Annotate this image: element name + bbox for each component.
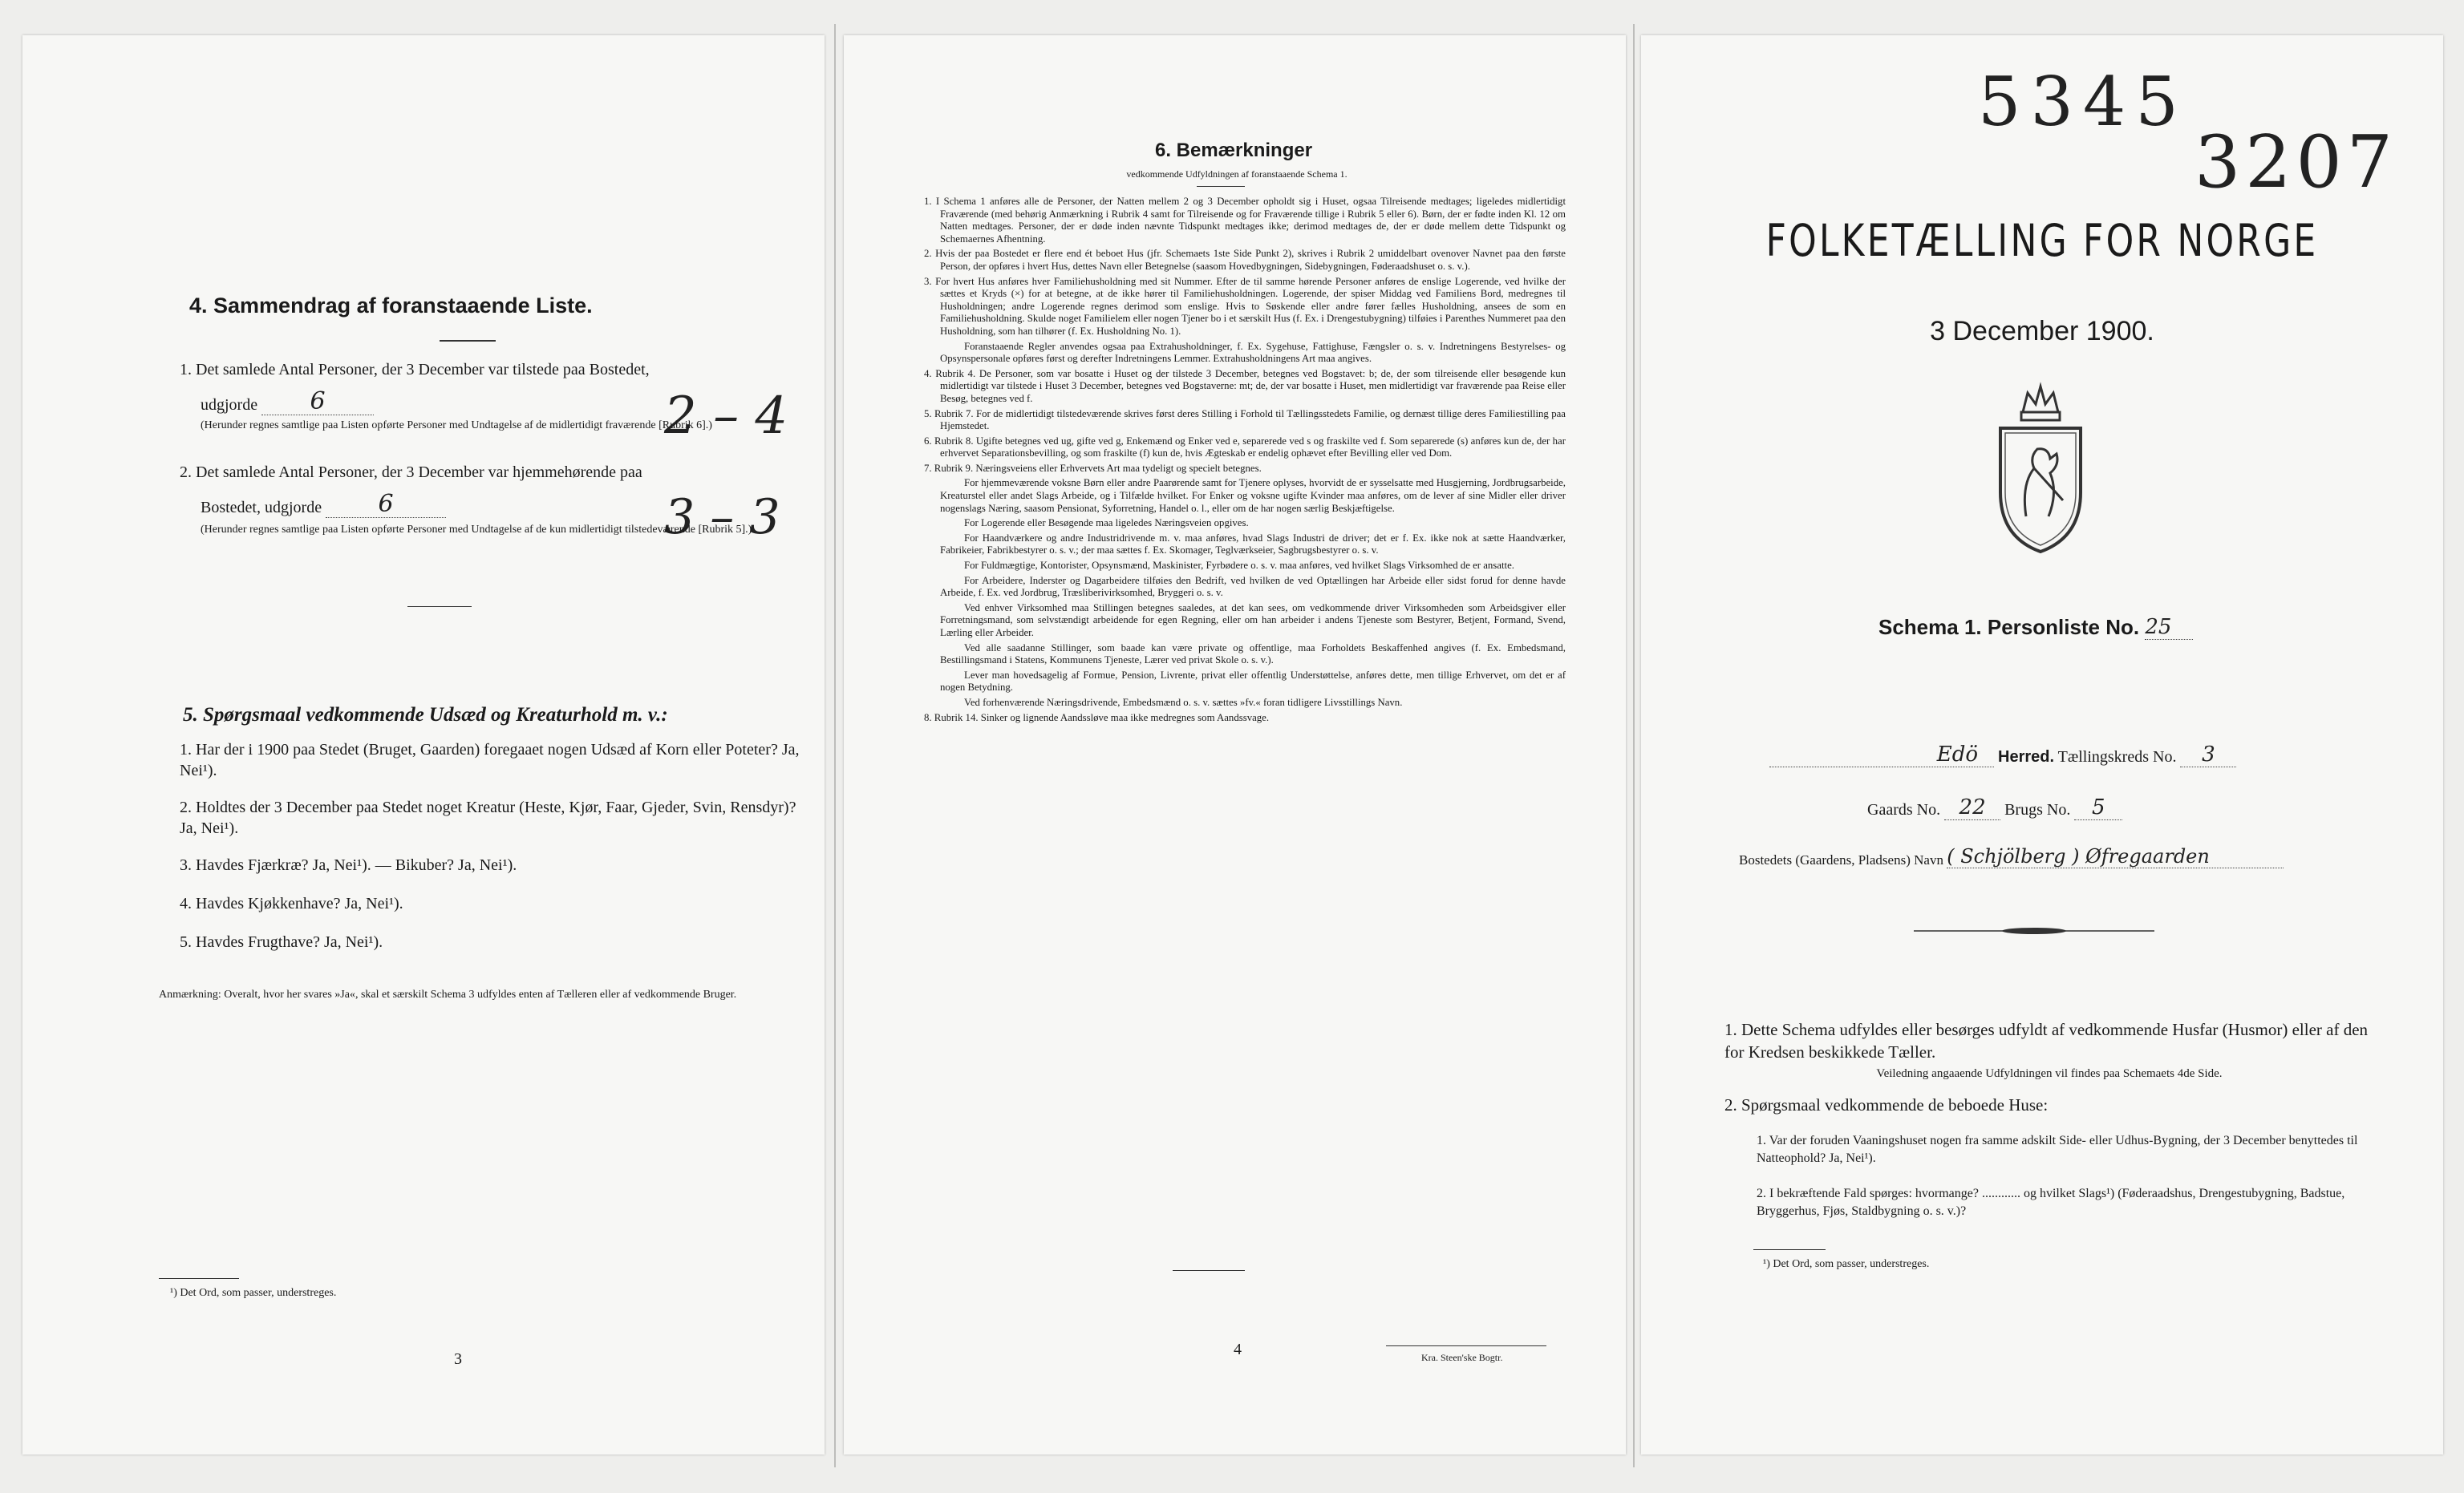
section4-item2-line2 (201, 490, 446, 518)
remark-paragraph: For Haandværkere og andre Industridrivende m. v. maa anføres, hvad Slags Industri de driver; det er f. Ex. ikke nok at sætte Haandværker, Fabrikeier, Fabrikbestyrer o. s. v.; der maa sættes f. Ex. Skomager, Teglværkseier, Sagbrugsbestyrer o. s. v. (940, 532, 1566, 556)
bosted-line (1739, 845, 2429, 868)
section4-item1-line1: 1. Det samlede Antal Personer, der 3 December var tilstede paa Bostedet, (180, 361, 650, 378)
remark-paragraph: Ved enhver Virksomhed maa Stillingen betegnes saaledes, at det kan sees, om vedkommende driver Virksomheden som Arbeidsgiver eller Forretningsmand, som selvstændigt arbeidende for egen Regning, eller om han arbeider i andens Tjeneste som Bestyrer, Betjent, Formand, Svend, Lærling eller Arbeider. (940, 601, 1566, 638)
gaards-label: Gaards No. (1867, 801, 1941, 819)
item2-note: (Herunder regnes samtlige paa Listen opførte Personer med Undtagelse af de kun midlertidigt tilstedeværende [Rubrik 5].) (201, 524, 752, 536)
remarks-end-rule (1173, 1270, 1245, 1271)
printer-rule (1386, 1345, 1546, 1346)
census-date: 3 December 1900. (1930, 316, 2154, 346)
item2-value-field[interactable] (326, 490, 446, 518)
census-title: FOLKETÆLLING FOR NORGE (1765, 215, 2319, 266)
schema-number-field[interactable] (2145, 614, 2193, 640)
section4-rule (440, 340, 496, 342)
schema-label: Schema 1. Personliste No. (1878, 615, 2140, 639)
item2-margin-note: 3 – 3 (664, 489, 780, 545)
right-footnote-rule (1753, 1249, 1826, 1250)
section5-q2: 2. Holdtes der 3 December paa Stedet noget Kreatur (Heste, Kjør, Faar, Gjeder, Svin, Rensdyr)? Ja, Nei¹). (180, 799, 796, 837)
remark-paragraph: Foranstaaende Regler anvendes ogsaa paa Extrahusholdninger, f. Ex. Sygehuse, Fattighuse, Fængsler o. s. v. Indretningens Bestyrelses- og Opsynspersonale opføres først og derefter Indretningens Lemmer. Extrahusholdningens Art maa angives. (940, 340, 1566, 365)
kreds-field[interactable] (2180, 744, 2236, 767)
archive-number-2: 3207 (2194, 120, 2398, 204)
bosted-field[interactable] (1947, 845, 2284, 868)
herred-label: Herred. (1998, 748, 2055, 766)
remark-paragraph: 2. Hvis der paa Bostedet er flere end ét beboet Hus (jfr. Schemaets 1ste Side Punkt 2), skrives i Rubrik 2 umiddelbart ovenover Navnet paa den første Person, der opføres i hvert Hus, dettes Navn eller Betegnelse (saasom Hovedbygningen, Sidebygningen, Føderaadshuset o. s. v.). (924, 248, 1566, 272)
brugs-field[interactable] (2074, 797, 2122, 820)
item1-value-field[interactable] (261, 387, 374, 415)
brugs-value: 5 (2092, 795, 2105, 819)
item1-label: udgjorde (201, 396, 258, 414)
schema-number: 25 (2145, 615, 2172, 639)
instruction-1-sub: Veiledning angaaende Udfyldningen vil findes paa Schemaets 4de Side. (1876, 1067, 2223, 1080)
remark-paragraph: 1. I Schema 1 anføres alle de Personer, der Natten mellem 2 og 3 December opholdt sig i Huset, ogsaa Tilreisende medtages; ligeledes midlertidigt Fraværende (med behørig Anmærkning i Rubrik 4 samt for Tilreisende og for Fraværende tillige i Rubrik 5 eller 6). Børn, der er fødte inden Kl. 12 om Natten medtages. Personer, der er døde inden nævnte Tidspunkt medtages ikke; derimod medtages de, der er døde mellem dette Tidspunkt og Schemaernes Afhentning. (924, 196, 1566, 245)
herred-field[interactable] (1769, 744, 1994, 767)
remark-paragraph: Lever man hovedsagelig af Formue, Pension, Livrente, privat eller offentlig Understøttelse, anføres dette, men tillige Erhvervet, om det er af nogen Betydning. (940, 669, 1566, 694)
remark-paragraph: 7. Rubrik 9. Næringsveiens eller Erhvervets Art maa tydeligt og specielt betegnes. (924, 462, 1262, 474)
brugs-label: Brugs No. (2004, 801, 2071, 819)
page-left (22, 35, 825, 1455)
separator-rule (407, 606, 472, 607)
instruction-1: 1. Dette Schema udfyldes eller besørges udfyldt af vedkommende Husfar (Husmor) eller af den for Kredsen beskikkede Tæller. (1724, 1020, 2369, 1062)
item1-value: 6 (310, 387, 326, 415)
printer: Kra. Steen'ske Bogtr. (1421, 1352, 1503, 1363)
archive-number-1: 5345 (1978, 63, 2188, 141)
remark-paragraph: 4. Rubrik 4. De Personer, som var bosatte i Huset og der tilstede 3 December, betegnes ved Bogstavet: b; de, der som tilreisende eller besøgende kun midlertidigt var tilstede i Huset 3 December, betegnes ved Bogstaverne: mt; de, der var bosatte i Huset, men midlertidigt var fraværende paa Reise eller Besøg, betegnes ved f. (924, 367, 1566, 404)
item1-note: (Herunder regnes samtlige paa Listen opførte Personer med Undtagelse af de midlertidigt fraværende [Rubrik 6].) (201, 419, 712, 431)
remark-paragraph: 8. Rubrik 14. Sinker og lignende Aandssløve maa ikke medregnes som Aandssvage. (924, 711, 1270, 723)
ornament-rule (1914, 925, 2154, 937)
left-footnote: ¹) Det Ord, som passer, understreges. (170, 1287, 337, 1299)
section5-q1: 1. Har der i 1900 paa Stedet (Bruget, Gaarden) foregaaet nogen Udsæd af Korn eller Poteter? Ja, Nei¹). (180, 741, 800, 779)
remark-paragraph: For hjemmeværende voksne Børn eller andre Paarørende samt for Tjenere oplyses, hvorvidt de er sysselsatte med Husgjerning, Jordbrugsarbeide, Kreaturstel eller andet Slags Arbeide, og i Tilfælde hvilket. For Enker og voksne ugifte Kvinder maa anføres, om de lever af sine Midler eller driver nogenslags Næring, saasom Pensionat, Syforretning, Handel o. l., eller om de har nogen særlig Beskjæftigelse. (940, 477, 1566, 514)
section5-q5: 5. Havdes Frugthave? Ja, Nei¹). (180, 933, 383, 951)
item2-value: 6 (378, 490, 394, 518)
instruction-2-q2: 2. I bekræftende Fald spørges: hvormange? ............ og hvilket Slags¹) (Føderaadshus, Drengestubygning, Badstue, Bryggerhus, Fjøs, Staldbygning o. s. v.)? (1757, 1187, 2345, 1218)
right-footnote: ¹) Det Ord, som passer, understreges. (1763, 1258, 1930, 1270)
page-right (1641, 35, 2443, 1455)
gaards-value: 22 (1959, 795, 1986, 819)
page-middle (844, 35, 1626, 1455)
remark-paragraph: For Arbeidere, Inderster og Dagarbeidere tilføies den Bedrift, ved hvilken de ved Optællingen har Arbeide eller sidst forud for denne havde Arbeide, f. Ex. ved Jordbrug, Træsliberivirksomhed, Bryggeri o. s. v. (940, 574, 1566, 599)
remark-paragraph: Ved alle saadanne Stillinger, som baade kan være private og offentlige, maa Forholdets Beskaffenhed angives (f. Ex. Embedsmand, Bestillingsmand i Statens, Kommunens Tjeneste, Lærer ved privat Skole o. s. v.). (940, 641, 1566, 666)
remark-paragraph: Ved forhenværende Næringsdrivende, Embedsmænd o. s. v. sættes »fv.« foran tidligere Livsstillings Navn. (964, 696, 1403, 708)
section4-item1-line2 (201, 387, 374, 415)
remarks-title: 6. Bemærkninger (1155, 140, 1313, 161)
remark-paragraph: 5. Rubrik 7. For de midlertidigt tilstedeværende skrives først deres Stilling i Forhold til Tællingsstedets Familie, og dernæst tillige deres Familiestilling paa Hjemstedet. (924, 407, 1566, 432)
herred-line (1769, 744, 2411, 767)
bosted-label: Bostedets (Gaardens, Pladsens) Navn (1739, 852, 1943, 868)
item1-margin-note: 2 – 4 (664, 386, 788, 446)
middle-page-number: 4 (1234, 1341, 1242, 1358)
gutter-left (834, 24, 836, 1467)
section4-title: 4. Sammendrag af foranstaaende Liste. (189, 293, 593, 318)
remark-paragraph: For Logerende eller Besøgende maa ligeledes Næringsveien opgives. (964, 517, 1249, 529)
section5-title: 5. Spørgsmaal vedkommende Udsæd og Kreaturhold m. v.: (183, 704, 668, 726)
schema-line (1878, 614, 2193, 640)
kreds-label: Tællingskreds No. (2057, 748, 2177, 766)
left-page-number: 3 (454, 1350, 462, 1368)
section4-item2-line1: 2. Det samlede Antal Personer, der 3 December var hjemmehørende paa (180, 463, 642, 481)
remark-paragraph: For Fuldmægtige, Kontorister, Opsynsmænd, Maskinister, Fyrbødere o. s. v. maa anføres, ved hvilket Slags Virksomhed de er ansatte. (964, 560, 1514, 572)
gaards-line (1867, 797, 2122, 820)
remark-paragraph: 3. For hvert Hus anføres hver Familiehusholdning med sit Nummer. Efter de til samme hørende Personer anføres de enslige Logerende, ved hvilke der sættes et Kryds (×) for at betegne, at de ikke hører til Familiehusholdningen. Logerende, der spiser Middag ved Familiens Bord, medregnes til Husholdningen; andre Logerende regnes derimod som enslige. Hvis to Søskende eller andre fører fælles Husholdning, ansees de som en Familiehusholdning. Skulde noget Familielem eller nogen Tjener bo i et særskilt Hus (f. Ex. i Drengestubygning) tilføies i Parenthes Nummeret paa den Husholdning, som han tilhører (f. Ex. Husholdning No. 1). (924, 275, 1566, 337)
gaards-field[interactable] (1944, 797, 2000, 820)
section5-q4: 4. Havdes Kjøkkenhave? Ja, Nei¹). (180, 895, 403, 912)
herred-value: Edö (1936, 742, 1978, 767)
kreds-value: 3 (2202, 742, 2215, 767)
remark-paragraph: 6. Rubrik 8. Ugifte betegnes ved ug, gifte ved g, Enkemænd og Enker ved e, separerede ved s og fraskilte ved f. Som separerede (s) anføres kun de, der har erhvervet Separationsbevilling, og som fraskilte (f) kun de, hvis Ægteskab er endelig ophævet efter Bevilling eller ved Dom. (924, 435, 1566, 459)
coat-of-arms-icon (1986, 380, 2095, 556)
section5-q3: 3. Havdes Fjærkræ? Ja, Nei¹). — Bikuber? Ja, Nei¹). (180, 856, 517, 874)
instruction-2: 2. Spørgsmaal vedkommende de beboede Huse: (1724, 1095, 2049, 1115)
remarks-rule (1197, 186, 1245, 187)
gutter-right (1633, 24, 1635, 1467)
section5-remark: Anmærkning: Overalt, hvor her svares »Ja«, skal et særskilt Schema 3 udfyldes enten af Tælleren eller af vedkommende Bruger. (159, 989, 737, 1001)
instruction-2-q1: 1. Var der foruden Vaaningshuset nogen fra samme adskilt Side- eller Udhus-Bygning, der 3 December benyttedes til Natteophold? Ja, Nei¹). (1757, 1134, 2358, 1165)
remarks-body (924, 196, 1566, 726)
item2-label: Bostedet, udgjorde (201, 499, 322, 516)
bosted-value: ( Schjölberg ) Øfregaarden (1947, 845, 2210, 868)
footnote-rule (159, 1278, 239, 1279)
remarks-subtitle: vedkommende Udfyldningen af foranstaaende Schema 1. (1126, 168, 1348, 180)
